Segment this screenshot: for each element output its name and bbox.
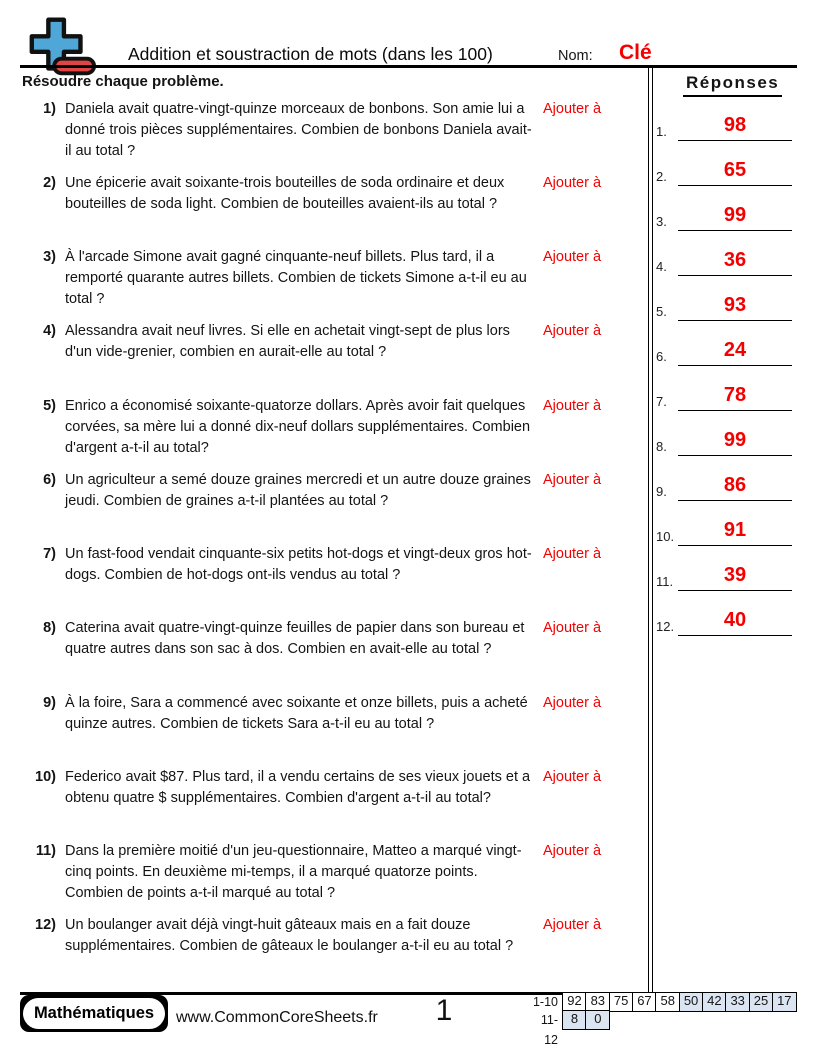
answer-value: 40 — [723, 609, 747, 631]
operation-hint: Ajouter à — [543, 398, 602, 414]
problem-number: 11) — [35, 843, 56, 859]
answer-value: 99 — [723, 204, 747, 226]
problem — [28, 321, 628, 363]
problem — [28, 247, 628, 310]
answer-value: 36 — [723, 249, 747, 271]
operation-hint: Ajouter à — [543, 175, 602, 191]
score-cell: 75 — [609, 992, 634, 1012]
header-divider — [20, 65, 797, 68]
answer-value: 24 — [723, 339, 747, 361]
score-row-label: 11-12 — [540, 1013, 558, 1048]
answer-value: 39 — [723, 564, 747, 586]
answer-row — [654, 196, 796, 232]
score-cell: 92 — [562, 992, 587, 1012]
problem — [28, 396, 628, 459]
problem-number: 2) — [43, 175, 56, 191]
answer-row — [654, 511, 796, 547]
problem — [28, 618, 628, 660]
answer-line — [678, 635, 792, 636]
problem-text: Federico avait $87. Plus tard, il a vendu certains de ses vieux jouets et a obtenu quatre $ supplémentaires. Combien d'argent a-t-il au total? — [65, 769, 531, 806]
score-cell: 58 — [655, 992, 680, 1012]
score-row — [528, 992, 797, 1012]
score-cell: 25 — [749, 992, 774, 1012]
problem-text: Daniela avait quatre-vingt-quinze morceaux de bonbons. Son amie lui a donné trois pièces supplémentaires. Combien de bonbons Daniela avait-il au total ? — [65, 101, 532, 159]
problem-number: 12) — [35, 917, 56, 933]
operation-hint: Ajouter à — [543, 620, 602, 636]
score-row-label: 1-10 — [532, 995, 558, 1009]
problem-text: À l'arcade Simone avait gagné cinquante-neuf billets. Plus tard, il a remporté quarante autres billets. Combien de tickets Simone a-t-il eu au total ? — [65, 249, 527, 307]
answer-number: 8. — [656, 439, 667, 454]
score-cell: 33 — [725, 992, 750, 1012]
score-table — [528, 992, 797, 1048]
answer-number: 3. — [656, 214, 667, 229]
answer-value: 91 — [723, 519, 747, 541]
problem — [28, 99, 628, 162]
answer-line — [678, 320, 792, 321]
answer-line — [678, 140, 792, 141]
answer-number: 9. — [656, 484, 667, 499]
answer-number: 11. — [656, 574, 674, 589]
problem — [28, 767, 628, 809]
score-row — [528, 1010, 797, 1048]
answer-line — [678, 275, 792, 276]
answer-row — [654, 151, 796, 187]
answer-value: 93 — [723, 294, 747, 316]
operation-hint: Ajouter à — [543, 695, 602, 711]
problem-text: Alessandra avait neuf livres. Si elle en achetait vingt-sept de plus lors d'un vide-grenier, combien en aurait-elle au total ? — [65, 323, 510, 360]
operation-hint: Ajouter à — [543, 843, 602, 859]
problem — [28, 470, 628, 512]
score-cell: 8 — [562, 1010, 587, 1030]
answer-value: 78 — [723, 384, 747, 406]
problem-text: Caterina avait quatre-vingt-quinze feuilles de papier dans son bureau et quatre autres dans son sac à dos. Combien en avait-elle au total ? — [65, 620, 525, 657]
brand-badge — [20, 995, 168, 1032]
score-cell: 83 — [585, 992, 610, 1012]
problem-text: À la foire, Sara a commencé avec soixante et onze billets, puis a acheté quinze autres. Combien de tickets Sara a-t-il eu au total ? — [65, 695, 528, 732]
problem — [28, 841, 628, 904]
answer-row — [654, 466, 796, 502]
operation-hint: Ajouter à — [543, 769, 602, 785]
answer-value: 98 — [723, 114, 747, 136]
page-title: Addition et soustraction de mots (dans les 100) — [128, 44, 493, 64]
name-label: Nom: — [558, 48, 593, 64]
problem — [28, 693, 628, 735]
column-divider — [648, 68, 653, 992]
answer-value: 86 — [723, 474, 747, 496]
problem-text: Un agriculteur a semé douze graines mercredi et un autre douze graines jeudi. Combien de graines a-t-il plantées au total ? — [65, 472, 531, 509]
problem-number: 9) — [43, 695, 56, 711]
problem — [28, 544, 628, 586]
problem-text: Enrico a économisé soixante-quatorze dollars. Après avoir fait quelques corvées, sa mère lui a donné dix-neuf dollars supplémentaires. Combien d'argent a-t-il au total? — [65, 398, 531, 456]
answer-line — [678, 365, 792, 366]
answer-row — [654, 601, 796, 637]
answer-number: 10. — [656, 529, 675, 544]
answer-row — [654, 421, 796, 457]
answer-line — [678, 545, 792, 546]
problem-number: 3) — [43, 249, 56, 265]
operation-hint: Ajouter à — [543, 101, 602, 117]
answer-number: 4. — [656, 259, 667, 274]
answer-number: 1. — [656, 124, 667, 139]
operation-hint: Ajouter à — [543, 472, 602, 488]
problem-number: 5) — [43, 398, 56, 414]
answer-row — [654, 286, 796, 322]
answer-number: 5. — [656, 304, 667, 319]
operation-hint: Ajouter à — [543, 546, 602, 562]
answer-number: 2. — [656, 169, 667, 184]
answer-number: 12. — [656, 619, 675, 634]
answer-row — [654, 556, 796, 592]
operation-hint: Ajouter à — [543, 249, 602, 265]
instruction-text: Résoudre chaque problème. — [22, 73, 224, 90]
name-value: Clé — [619, 41, 652, 64]
answer-row — [654, 106, 796, 142]
answer-value: 99 — [723, 429, 747, 451]
score-cell: 50 — [679, 992, 704, 1012]
score-cell: 67 — [632, 992, 657, 1012]
brand-label: Mathématiques — [23, 998, 165, 1029]
problem-number: 8) — [43, 620, 56, 636]
answer-value: 65 — [723, 159, 747, 181]
answer-row — [654, 376, 796, 412]
problem-text: Un fast-food vendait cinquante-six petits hot-dogs et vingt-deux gros hot-dogs. Combien de hot-dogs ont-ils vendus au total ? — [65, 546, 532, 583]
answer-number: 6. — [656, 349, 667, 364]
problem — [28, 173, 628, 215]
problem-number: 6) — [43, 472, 56, 488]
operation-hint: Ajouter à — [543, 323, 602, 339]
answer-line — [678, 455, 792, 456]
answer-line — [678, 410, 792, 411]
problem-text: Un boulanger avait déjà vingt-huit gâteaux mais en a fait douze supplémentaires. Combien de gâteaux le boulanger a-t-il eu au total ? — [65, 917, 514, 954]
problem-number: 7) — [43, 546, 56, 562]
answers-title: Réponses — [683, 73, 782, 97]
answer-line — [678, 500, 792, 501]
score-cell: 17 — [772, 992, 797, 1012]
website-text: www.CommonCoreSheets.fr — [176, 1009, 378, 1026]
answer-line — [678, 185, 792, 186]
answer-number: 7. — [656, 394, 667, 409]
problem-text: Dans la première moitié d'un jeu-questionnaire, Matteo a marqué vingt-cinq points. En deuxième mi-temps, il a marqué quatorze points. Combien de points a-t-il marqué au total ? — [65, 843, 522, 901]
operation-hint: Ajouter à — [543, 917, 602, 933]
answer-row — [654, 241, 796, 277]
answer-row — [654, 331, 796, 367]
score-cell: 42 — [702, 992, 727, 1012]
problem — [28, 915, 628, 957]
page-number: 1 — [435, 994, 453, 1027]
answer-line — [678, 230, 792, 231]
problem-text: Une épicerie avait soixante-trois bouteilles de soda ordinaire et deux bouteilles de soda light. Combien de bouteilles avaient-ils au total ? — [65, 175, 505, 212]
problem-number: 10) — [35, 769, 56, 785]
answer-line — [678, 590, 792, 591]
score-cell: 0 — [585, 1010, 610, 1030]
problem-number: 4) — [43, 323, 56, 339]
problem-number: 1) — [43, 101, 56, 117]
